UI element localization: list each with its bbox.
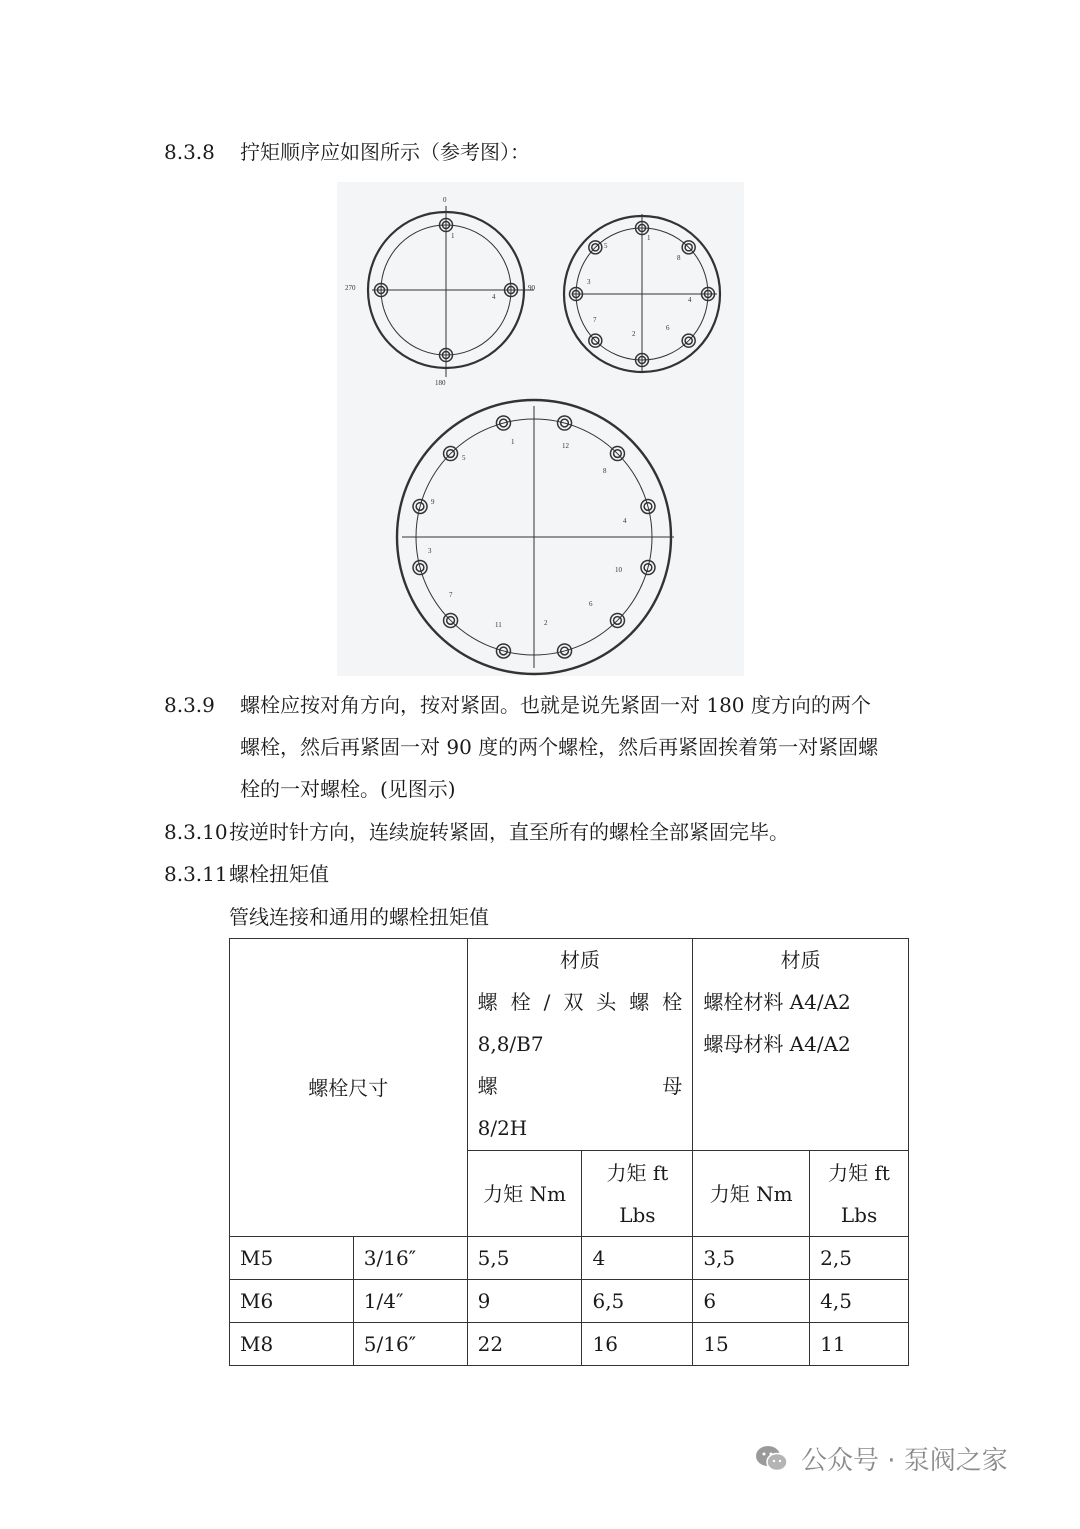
section-number: 8.3.9 xyxy=(164,693,215,717)
bolt-label: 1 xyxy=(451,232,455,240)
torque-nm-header: 力矩 Nm xyxy=(467,1151,582,1237)
material-char: 螺 xyxy=(477,1074,498,1098)
torque-value: 4,5 xyxy=(810,1280,909,1323)
section-8-3-8 xyxy=(164,131,530,173)
section-text: 拧矩顺序应如图所示（参考图）： xyxy=(240,140,530,164)
bolt-label: 8 xyxy=(677,254,681,262)
bolt-label: 6 xyxy=(589,600,593,608)
section-8-3-9 xyxy=(164,684,924,810)
material-char: / xyxy=(543,990,551,1014)
material-title: 材质 xyxy=(559,948,600,972)
section-text: 螺栓，然后再紧固一对 90 度的两个螺栓，然后再紧固挨着第一对紧固螺 xyxy=(240,735,879,759)
inch-size: 5/16″ xyxy=(353,1323,467,1366)
torque-value: 2,5 xyxy=(810,1237,909,1280)
material-1-header xyxy=(467,939,693,1151)
metric-size: M5 xyxy=(230,1237,354,1280)
torque-nm-header: 力矩 Nm xyxy=(693,1151,810,1237)
torque-value: 4 xyxy=(582,1237,693,1280)
torque-value: 5,5 xyxy=(467,1237,582,1280)
material-char: 双 xyxy=(563,990,584,1014)
torque-value: 22 xyxy=(467,1323,582,1366)
section-number: 8.3.11 xyxy=(164,862,228,886)
bolt-tightening-sequence-figure xyxy=(337,182,744,676)
material-char: 螺 xyxy=(629,990,650,1014)
material-line: 螺栓材料 A4/A2 xyxy=(703,990,851,1014)
bolt-label: 3 xyxy=(428,547,432,555)
section-text: 按逆时针方向，连续旋转紧固，直至所有的螺栓全部紧固完毕。 xyxy=(229,820,789,844)
bolt-label: 5 xyxy=(604,242,608,250)
section-8-3-11 xyxy=(164,853,329,895)
section-number: 8.3.8 xyxy=(164,140,215,164)
material-char: 头 xyxy=(596,990,617,1014)
bolt-label: 1 xyxy=(511,438,515,446)
inch-size: 3/16″ xyxy=(353,1237,467,1280)
wechat-icon xyxy=(755,1444,789,1474)
torque-ftlbs-header xyxy=(810,1151,909,1237)
torque-value: 6 xyxy=(693,1280,810,1323)
material-line: 8,8/B7 xyxy=(477,1032,544,1056)
bolt-label: 9 xyxy=(431,498,435,506)
section-number: 8.3.10 xyxy=(164,820,228,844)
torque-ft-line: 力矩 ft xyxy=(606,1160,669,1185)
bolt-label: 1 xyxy=(647,234,651,242)
bolt-label: 5 xyxy=(462,454,466,462)
torque-ft-line: 力矩 ft xyxy=(828,1160,890,1185)
material-line: 螺母材料 A4/A2 xyxy=(703,1032,851,1056)
torque-value: 16 xyxy=(582,1323,693,1366)
torque-ftlbs-header xyxy=(582,1151,693,1237)
bolt-label: 7 xyxy=(449,591,453,599)
material-line xyxy=(478,981,683,1023)
material-line xyxy=(478,1065,683,1107)
material-char: 螺 xyxy=(477,990,498,1014)
torque-value: 3,5 xyxy=(693,1237,810,1280)
angle-label-180: 180 xyxy=(435,379,446,387)
table-row xyxy=(230,1280,909,1323)
material-line: 8/2H xyxy=(477,1116,528,1140)
table-caption: 管线连接和通用的螺栓扭矩值 xyxy=(229,905,489,929)
section-text: 螺栓扭矩值 xyxy=(229,862,329,886)
angle-label-270: 270 xyxy=(345,284,356,292)
torque-value: 11 xyxy=(810,1323,909,1366)
angle-label-90: 90 xyxy=(528,284,535,292)
material-char: 母 xyxy=(662,1074,683,1098)
bolt-label: 8 xyxy=(603,467,607,475)
bolt-label: 6 xyxy=(666,324,670,332)
table-row xyxy=(230,1237,909,1280)
torque-value: 9 xyxy=(467,1280,582,1323)
torque-value: 15 xyxy=(693,1323,810,1366)
watermark-text: 公众号 · 泵阀之家 xyxy=(801,1446,1008,1476)
torque-lbs-line: Lbs xyxy=(619,1202,656,1227)
material-char: 栓 xyxy=(510,990,531,1014)
bolt-label: 4 xyxy=(623,517,627,525)
watermark xyxy=(755,1440,1008,1477)
section-8-3-10 xyxy=(164,811,789,853)
bolt-label: 7 xyxy=(593,316,597,324)
material-char: 栓 xyxy=(662,990,683,1014)
figure-background xyxy=(337,182,744,676)
metric-size: M8 xyxy=(230,1323,354,1366)
section-text: 栓的一对螺栓。(见图示) xyxy=(240,777,456,801)
angle-label-0: 0 xyxy=(443,196,447,204)
bolt-label: 2 xyxy=(632,330,636,338)
material-2-header xyxy=(693,939,909,1151)
bolt-label: 11 xyxy=(495,621,502,629)
bolt-label: 2 xyxy=(544,619,548,627)
section-text: 螺栓应按对角方向，按对紧固。也就是说先紧固一对 180 度方向的两个 xyxy=(240,693,871,717)
bolt-label: 10 xyxy=(615,566,622,574)
bolt-label: 12 xyxy=(562,442,569,450)
bolt-torque-table xyxy=(229,938,909,1366)
torque-lbs-line: Lbs xyxy=(840,1202,878,1227)
inch-size: 1/4″ xyxy=(353,1280,467,1323)
torque-value: 6,5 xyxy=(582,1280,693,1323)
bolt-label: 4 xyxy=(492,293,496,301)
bolt-label: 3 xyxy=(587,278,591,286)
bolt-size-header: 螺栓尺寸 xyxy=(230,939,468,1237)
material-title: 材质 xyxy=(780,948,821,972)
table-row xyxy=(230,1323,909,1366)
metric-size: M6 xyxy=(230,1280,354,1323)
bolt-label: 4 xyxy=(688,296,692,304)
